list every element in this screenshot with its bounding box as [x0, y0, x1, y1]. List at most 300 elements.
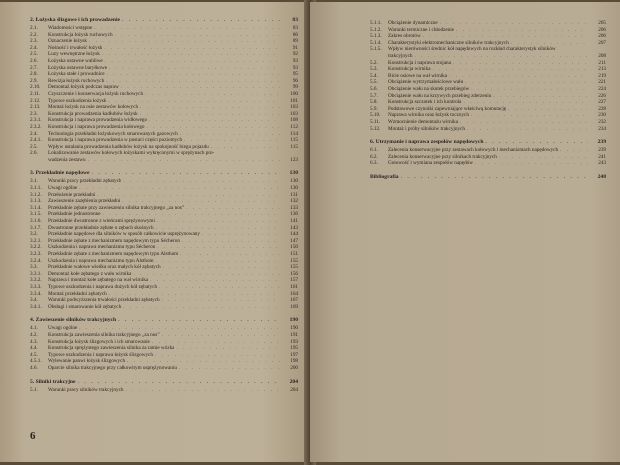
leader-dots: [471, 112, 588, 119]
entry-title: Lokalizowanie zestawów kołowych łożyskami wykręconymi w sprężynach pro-: [48, 150, 215, 157]
entry-number: 2.3.: [30, 38, 38, 45]
entry-page: 232: [598, 118, 606, 125]
entry-page: 92: [292, 51, 298, 58]
entry-title: Uwagi ogólne: [48, 185, 78, 192]
toc-entry: [370, 106, 606, 113]
entry-number: 4.4.: [30, 345, 38, 352]
section-title: 5. Silniki trakcyjne: [30, 378, 76, 385]
entry-page: 114: [290, 130, 298, 137]
leader-dots: [162, 297, 280, 304]
toc-entry: [30, 150, 298, 157]
entry-title: Naprawa i montaż kołe zębatego na wał wirnika: [48, 277, 149, 284]
leader-dots: [157, 218, 280, 225]
entry-title: Przekładnie jednostronne: [48, 211, 101, 218]
entry-title: Przekładnie zębate z mechanizmem napędowym typu Alsthom: [48, 251, 179, 257]
entry-title: trakcyjnych: [388, 52, 413, 59]
leader-dots: [163, 264, 280, 271]
entry-number: 6.2.: [370, 153, 378, 160]
entry-number: 5.6.: [370, 85, 378, 92]
entry-title: Konstrukcja wirnika: [388, 66, 431, 73]
leader-dots: [415, 53, 589, 60]
section-page: 248: [597, 173, 606, 180]
entry-number: 2.5.: [30, 51, 38, 58]
entry-number: 3.1.5.: [30, 211, 42, 218]
entry-number: 3.2.4.: [30, 257, 42, 264]
entry-page: 200: [290, 364, 298, 371]
entry-page: 239: [598, 147, 606, 154]
leader-dots: [179, 365, 280, 372]
leader-dots: [105, 58, 280, 65]
entry-page: 86: [292, 31, 298, 38]
entry-number: 2.7.: [30, 64, 38, 71]
entry-number: 2.8.: [30, 71, 38, 78]
entry-title: Podstawowe czynniki zapewniające właściwą komutację: [388, 105, 507, 112]
leader-dots: [162, 332, 280, 339]
entry-title: Gotowość i wymiana zespołów napędów: [388, 160, 473, 167]
entry-page: 123: [290, 156, 298, 163]
entry-page: 195: [290, 345, 298, 352]
entry-title: Konstrukcja i naprawa prowadzenia w postaci części poziomych: [48, 137, 183, 144]
entry-number: 3.4.: [30, 297, 38, 304]
toc-entry: [370, 40, 606, 47]
leader-dots: [78, 378, 280, 387]
entry-page: 136: [290, 211, 298, 218]
entry-title: Rewizja łożysk ruchowych: [48, 77, 105, 84]
entry-number: 5.1.: [30, 386, 38, 393]
leader-dots: [89, 38, 280, 45]
entry-number: 5.8.: [370, 99, 378, 106]
toc-entry: [30, 264, 298, 271]
entry-page: 243: [598, 160, 606, 167]
leader-dots: [471, 86, 588, 93]
toc-entry: [370, 99, 606, 106]
toc-entry: [30, 339, 298, 346]
leader-dots: [456, 27, 588, 34]
toc-entry: [30, 58, 298, 65]
leader-dots: [147, 124, 280, 131]
entry-number: [30, 157, 48, 164]
section-page: 190: [289, 317, 298, 324]
entry-number: 5.7.: [370, 92, 378, 99]
entry-title: wadzenia zestawu: [48, 156, 86, 163]
leader-dots: [453, 60, 588, 67]
leader-dots: [106, 78, 280, 85]
leader-dots: [121, 84, 280, 91]
entry-title: Wylewanie panwi łożysk ślizgowych: [48, 358, 126, 365]
leader-dots: [109, 291, 280, 298]
right-page: [310, 2, 620, 462]
leader-dots: [467, 126, 588, 133]
entry-page: 156: [290, 270, 298, 277]
leader-dots: [401, 173, 588, 182]
toc-entry: [30, 291, 298, 298]
entry-number: 5.1.2.: [370, 26, 382, 33]
entry-page: 89: [292, 38, 298, 45]
entry-title: Wpływ ustalania prowadzenia kadłubów łożysk na spokojność biegu pojazdu: [48, 143, 209, 150]
toc-entry: [30, 137, 298, 144]
toc-entry: [30, 144, 298, 151]
toc-entry: [370, 79, 606, 86]
toc-entry: [30, 238, 298, 245]
leader-dots: [109, 65, 280, 72]
left-toc: [30, 16, 298, 393]
entry-number: 5.9.: [370, 105, 378, 112]
entry-title: Uszkodzenia i naprawa mechanizmu typu Alsthom: [48, 257, 154, 264]
leader-dots: [460, 119, 588, 126]
toc-entry: [370, 119, 606, 126]
leader-dots: [465, 79, 588, 86]
toc-entry: [30, 117, 298, 124]
entry-title: Montaż i próby silników trakcyjnych: [388, 125, 465, 132]
entry-title: Uwagi ogólne: [48, 325, 78, 332]
entry-page: 207: [598, 39, 606, 46]
leader-dots: [449, 73, 588, 80]
entry-number: 2.13.: [30, 104, 41, 111]
entry-title: Konstrukcja łożysk ślizgowych i ich smarowanie: [48, 338, 150, 345]
left-page: [0, 2, 308, 462]
entry-page: 227: [598, 99, 606, 106]
entry-number: 3.1.4.: [30, 204, 42, 211]
leader-dots: [485, 138, 588, 147]
leader-dots: [79, 185, 280, 192]
leader-dots: [202, 231, 280, 238]
leader-dots: [123, 178, 280, 185]
entry-page: 93: [292, 57, 298, 64]
entry-number: 2.10.: [30, 84, 41, 91]
toc-entry: [370, 53, 606, 60]
entry-number: 5.10.: [370, 112, 381, 119]
entry-title: Przekładnie napędowe dla silników w sposób całkowicie usprężynowany: [48, 231, 200, 238]
leader-dots: [423, 33, 588, 40]
entry-number: 6.1.: [370, 147, 378, 154]
entry-page: 206: [598, 33, 606, 40]
entry-page: 115: [290, 143, 298, 150]
leader-dots: [211, 144, 280, 151]
entry-number: 4.1.: [30, 325, 38, 332]
entry-page: 191: [290, 331, 298, 338]
toc-entry: [30, 211, 298, 218]
entry-number: 3.3.: [30, 264, 38, 271]
toc-entry: [30, 225, 298, 232]
entry-title: Montaż przekładni zębatych: [48, 290, 107, 297]
entry-title: Konstrukcja szczotek i ich kontrola: [388, 99, 462, 106]
entry-number: 2.4.: [30, 130, 38, 137]
leader-dots: [159, 284, 280, 291]
toc-entry: [30, 124, 298, 131]
entry-number: 3.1.1.: [30, 185, 42, 192]
leader-dots: [186, 205, 280, 212]
leader-dots: [79, 325, 280, 332]
entry-title: Warunki termiczne i chłodzenie: [388, 26, 454, 33]
entry-page: 115: [290, 137, 298, 144]
toc-entry: [370, 46, 606, 53]
leader-dots: [108, 98, 280, 105]
entry-number: 3.1.3.: [30, 198, 42, 205]
leader-dots: [126, 387, 281, 394]
toc-entry: [370, 154, 606, 161]
entry-number: 2.1.: [30, 25, 38, 31]
entry-title: Warunki pracy przekładni zębatych: [48, 178, 122, 185]
section-heading: [370, 173, 606, 182]
entry-page: 164: [290, 290, 298, 297]
toc-entry: [370, 20, 606, 27]
toc-entry: [30, 111, 298, 118]
entry-number: 3.1.: [30, 178, 38, 185]
entry-number: 3.2.: [30, 231, 38, 238]
leader-dots: [115, 32, 280, 39]
entry-page: 91: [292, 44, 298, 51]
entry-number: 4.5.: [30, 351, 38, 358]
entry-page: 112: [290, 123, 298, 130]
entry-number: 5.4.: [370, 72, 378, 79]
entry-number: 3.1.6.: [30, 218, 42, 225]
entry-page: 169: [290, 303, 298, 310]
entry-number: 2.4.: [30, 44, 38, 51]
leader-dots: [102, 51, 280, 58]
entry-title: Wpływ nierówności średnic kół napędowych na rozkład charakterystyk silników: [388, 46, 556, 53]
entry-page: 228: [598, 105, 606, 112]
entry-number: 3.1.2.: [30, 191, 42, 198]
entry-title: Łożyska ustawne wahliwe: [48, 57, 103, 64]
toc-entry: [30, 352, 298, 359]
leader-dots: [88, 157, 280, 164]
section-title: 6. Utrzymanie i naprawa zespołów napędowych: [370, 139, 484, 146]
entry-number: 3.3.3.: [30, 283, 42, 290]
toc-entry: [30, 25, 298, 32]
entry-number: [370, 53, 388, 60]
entry-title: Obciążenie wału na krzywych przebieg zderzeniu: [388, 92, 492, 99]
toc-entry: [370, 73, 606, 80]
section-page: 239: [597, 139, 606, 146]
leader-dots: [156, 225, 280, 232]
leader-dots: [560, 147, 588, 154]
entry-page: 155: [290, 257, 298, 264]
section-title: 4. Zawieszenie silników trakcyjnych: [30, 317, 117, 324]
leader-dots: [94, 25, 280, 32]
entry-page: 131: [290, 191, 298, 198]
entry-number: 5.12.: [370, 125, 381, 132]
leader-dots: [180, 131, 280, 138]
toc-entry: [370, 33, 606, 40]
entry-number: 2.5.: [30, 143, 38, 150]
entry-title: Łożyska stałe i prowadnice: [48, 71, 105, 78]
entry-title: Technologia przekładni łożyskowych smarowanych gazowych: [48, 130, 178, 137]
toc-entry: [30, 358, 298, 365]
entry-number: 2.2.: [30, 31, 38, 38]
entry-title: Montaż łożysk na osie zestawów kołowych: [48, 104, 139, 111]
entry-title: Przekładnie zębate przy zawieszeniu silnika trakcyjnego „za nos”: [48, 204, 185, 211]
toc-entry: [370, 160, 606, 167]
toc-entry: [30, 65, 298, 72]
entry-page: 132: [290, 198, 298, 205]
toc-entry: [30, 71, 298, 78]
toc-entry: [30, 297, 298, 304]
entry-page: 143: [290, 224, 298, 231]
entry-number: 2.3.1.: [30, 117, 42, 124]
toc-entry: [30, 251, 298, 258]
section-heading: [30, 16, 298, 25]
entry-title: Oznaczenie łożysk: [48, 38, 88, 45]
entry-page: 224: [598, 85, 606, 92]
entry-page: 101: [290, 97, 298, 104]
leader-dots: [133, 271, 280, 278]
entry-title: Konstrukcja łożysk ruchowych: [48, 31, 113, 38]
toc-entry: [30, 98, 298, 105]
leader-dots: [152, 339, 280, 346]
entry-number: 2.3.: [30, 110, 38, 117]
entry-page: 93: [292, 64, 298, 71]
entry-title: Typowe uszkodzenia i naprawa łożysk ślizgowych: [48, 351, 153, 358]
section-heading: [370, 138, 606, 147]
leader-dots: [508, 106, 588, 113]
toc-entry: [30, 218, 298, 225]
toc-entry: [30, 104, 298, 111]
entry-page: 234: [598, 125, 606, 132]
entry-number: 4.6.: [30, 364, 38, 371]
entry-title: Przekładnie zębate z mechanizmem napędowym typu Sécheron: [48, 237, 180, 244]
entry-number: 6.3.: [370, 160, 378, 167]
toc-entry: [30, 38, 298, 45]
entry-page: 211: [598, 59, 606, 66]
leader-dots: [150, 277, 280, 284]
leader-dots: [127, 358, 280, 365]
entry-title: Dwustronne przekładnie zębate o zębach skośnych: [48, 224, 154, 231]
entry-title: Przekładnie dwustronne z wieńcami sprężynowymi: [48, 218, 155, 225]
entry-number: 2.6.: [30, 57, 38, 64]
entry-number: 5.1.1.: [370, 20, 382, 26]
leader-dots: [433, 66, 589, 73]
section-page: 83: [292, 17, 298, 23]
leader-dots: [122, 16, 280, 25]
toc-entry: [30, 45, 298, 52]
entry-page: 198: [290, 358, 298, 365]
leader-dots: [184, 137, 280, 144]
leader-dots: [511, 40, 588, 47]
entry-title: Obsługi i smarowanie kół zębatych: [48, 303, 122, 310]
leader-dots: [122, 198, 280, 205]
toc-entry: [30, 157, 298, 164]
entry-title: Zalecenia konserwacyjne przy silnikach trakcyjnych: [388, 153, 497, 160]
leader-dots: [157, 244, 280, 251]
entry-number: 3.1.7.: [30, 224, 42, 231]
entry-title: Demontaż łożysk podczas napraw: [48, 84, 119, 91]
entry-page: 96: [292, 77, 298, 84]
entry-page: 103: [290, 110, 298, 117]
leader-dots: [440, 20, 588, 27]
entry-title: Konstrukcja i naprawa prowadzenia kołowego: [48, 123, 145, 130]
entry-title: Nośność i trwałość łożysk: [48, 44, 103, 51]
leader-dots: [499, 154, 588, 161]
entry-page: 205: [598, 20, 606, 26]
entry-page: 130: [290, 178, 298, 185]
entry-number: 5.11.: [370, 118, 381, 125]
entry-number: 2.9.: [30, 77, 38, 84]
entry-title: Warunki podwyższenia trwałości przekładni zębatych: [48, 297, 160, 304]
toc-entry: [30, 325, 298, 332]
leader-dots: [463, 99, 588, 106]
toc-entry: [30, 365, 298, 372]
toc-entry: [370, 60, 606, 67]
entry-title: Demontaż kołe zębatego z wału wirnika: [48, 270, 132, 277]
toc-entry: [370, 86, 606, 93]
toc-entry: [370, 147, 606, 154]
toc-entry: [30, 91, 298, 98]
entry-title: Luzy wewnętrzne łożysk: [48, 51, 100, 58]
toc-entry: [30, 258, 298, 265]
entry-number: 5.1.3.: [370, 33, 382, 40]
entry-title: Typowe uszkodzenia łożysk: [48, 97, 107, 104]
section-title: 3. Przekładnie napędowe: [30, 170, 90, 177]
toc-entry: [370, 66, 606, 73]
entry-title: Zawieszenie zazębienia przekładni: [48, 198, 121, 205]
entry-number: 3.3.1.: [30, 270, 42, 277]
entry-page: 190: [290, 325, 298, 332]
entry-page: 241: [598, 153, 606, 160]
leader-dots: [140, 104, 280, 111]
entry-number: 3.3.4.: [30, 290, 42, 297]
entry-page: 141: [290, 218, 298, 225]
toc-entry: [30, 78, 298, 85]
toc-entry: [30, 244, 298, 251]
leader-dots: [140, 111, 280, 118]
toc-entry: [30, 185, 298, 192]
leader-dots: [176, 345, 280, 352]
entry-title: Obciążenie wału na skutek przebiegów: [388, 85, 470, 92]
leader-dots: [156, 258, 280, 265]
toc-entry: [30, 205, 298, 212]
entry-title: Warunki pracy silników trakcyjnych: [48, 386, 124, 393]
toc-entry: [30, 284, 298, 291]
entry-title: Konstrukcja i naprawa stojana: [388, 59, 451, 66]
toc-entry: [370, 27, 606, 34]
entry-page: 151: [290, 251, 298, 257]
entry-page: 213: [598, 66, 606, 73]
entry-number: 3.4.1.: [30, 303, 42, 310]
entry-number: 2.11.: [30, 90, 41, 97]
leader-dots: [97, 192, 280, 199]
toc-entry: [30, 332, 298, 339]
entry-page: 204: [290, 386, 298, 393]
toc-entry: [30, 198, 298, 205]
entry-number: 5.5.: [370, 79, 378, 86]
section-heading: [30, 378, 298, 387]
entry-page: 157: [290, 277, 298, 284]
leader-dots: [493, 93, 588, 100]
right-toc: [370, 20, 606, 182]
section-title: 2. Łożyska ślizgowe i ich prowadzenie: [30, 17, 121, 23]
toc-entry: [30, 271, 298, 278]
entry-title: Typowe uszkodzenia i naprawa dużych kół zębatych: [48, 283, 158, 290]
entry-page: 197: [290, 351, 298, 358]
entry-page: 108: [290, 117, 298, 124]
entry-page: 208: [598, 52, 606, 59]
leader-dots: [118, 316, 280, 325]
toc-entry: [30, 192, 298, 199]
leader-dots: [104, 45, 280, 52]
entry-title: Obciążenie dynamiczne: [388, 20, 438, 26]
entry-page: 206: [598, 26, 606, 33]
entry-number: 3.2.3.: [30, 251, 42, 257]
entry-page: 219: [598, 72, 606, 79]
section-page: 204: [289, 378, 298, 385]
toc-entry: [370, 93, 606, 100]
entry-title: Charakterystyki elektromechaniczne silników trakcyjnych: [388, 39, 509, 46]
leader-dots: [107, 71, 280, 78]
entry-page: 99: [292, 84, 298, 91]
entry-page: 147: [290, 237, 298, 244]
entry-number: 2.6.: [30, 150, 38, 157]
toc-entry: [370, 126, 606, 133]
